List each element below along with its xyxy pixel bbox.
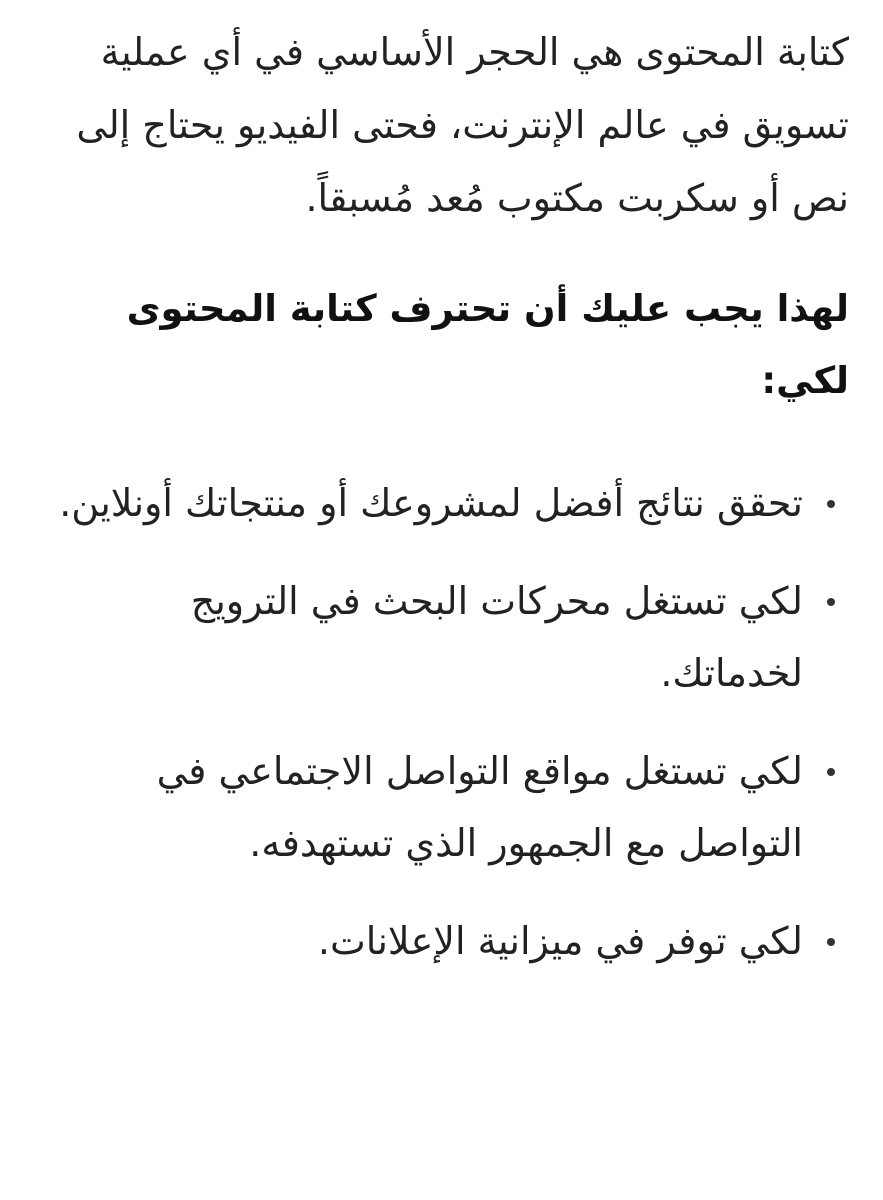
benefits-list <box>40 467 849 977</box>
list-item-text: لكي تستغل محركات البحث في الترويج لخدماتك. <box>190 579 803 695</box>
bullet-icon <box>827 768 835 776</box>
list-item <box>40 905 803 977</box>
list-item <box>40 565 803 709</box>
list-item-text: تحقق نتائج أفضل لمشروعك أو منتجاتك أونلاين. <box>59 481 803 525</box>
list-item <box>40 467 803 539</box>
list-item-text: لكي تستغل مواقع التواصل الاجتماعي في التواصل مع الجمهور الذي تستهدفه. <box>156 749 803 865</box>
list-item-text: لكي توفر في ميزانية الإعلانات. <box>317 919 803 963</box>
bullet-icon <box>827 598 835 606</box>
intro-paragraph: كتابة المحتوى هي الحجر الأساسي في أي عملية تسويق في عالم الإنترنت، فحتى الفيديو يحتاج إلى نص أو سكربت مكتوب مُعد مُسبقاً. <box>76 30 849 220</box>
bullet-icon <box>827 938 835 946</box>
list-item <box>40 735 803 879</box>
section-heading: لهذا يجب عليك أن تحترف كتابة المحتوى لكي: <box>126 287 849 402</box>
bullet-icon <box>827 500 835 508</box>
